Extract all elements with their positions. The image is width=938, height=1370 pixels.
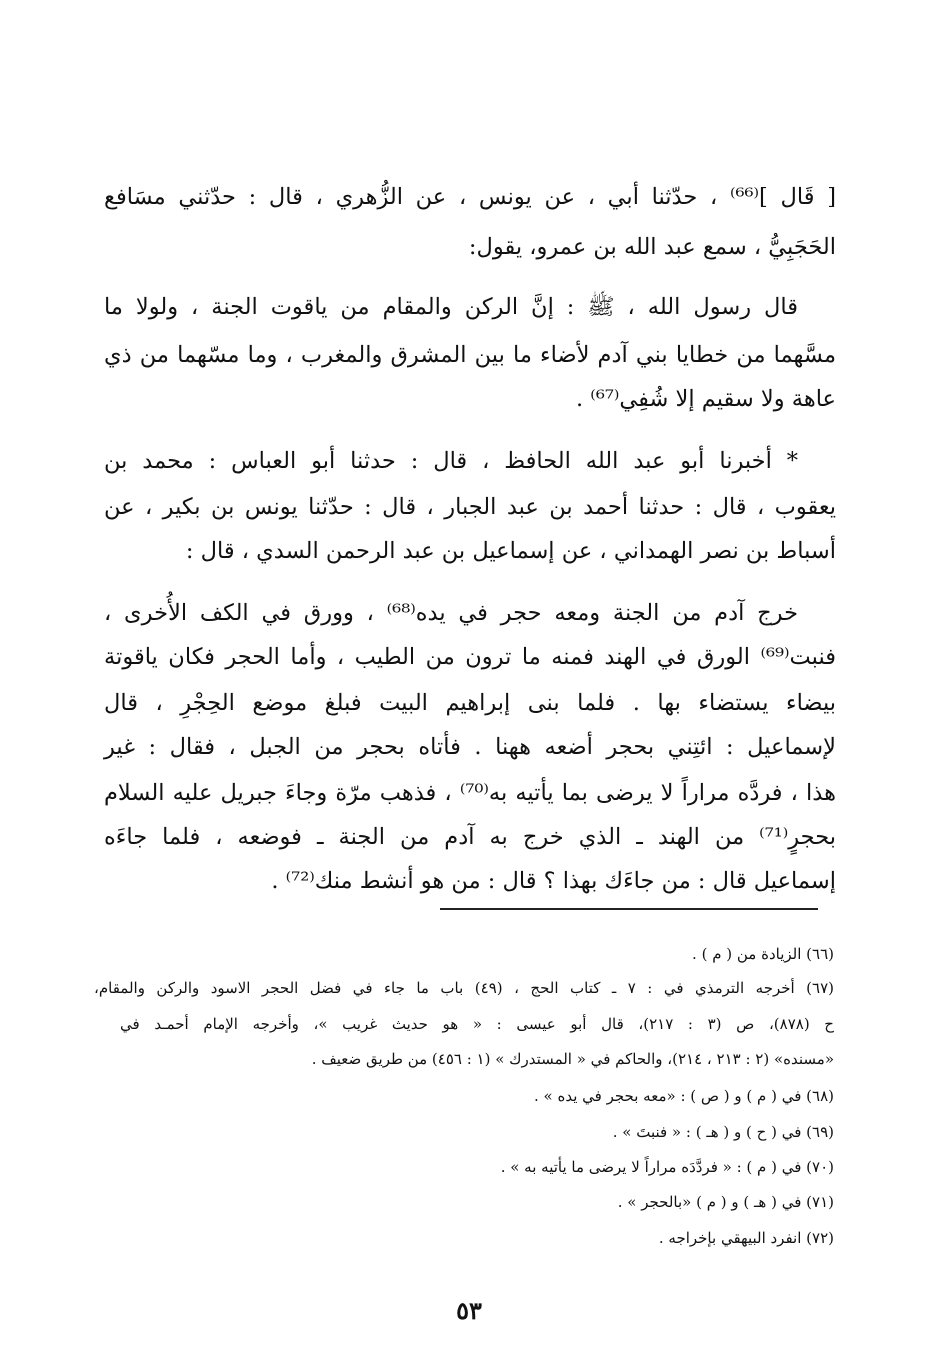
- body-line-5: عاهة ولا سقيم إلا شُفِي⁽⁶⁷⁾ .: [575, 386, 836, 412]
- footnote-66: (٦٦) الزيادة من ( م ) .: [692, 945, 834, 963]
- footnote-70: (٧٠) في ( م ) : « فردَّدَه مراراً لا يرضى ما يأتيه به » .: [500, 1158, 834, 1176]
- footnote-72: (٧٢) انفرد البيهقي بإخراجه .: [658, 1229, 834, 1247]
- footnote-69: (٦٩) في ( ح ) و ( هـ ) : « فنبتَ » .: [612, 1123, 834, 1141]
- body-line-11: بيضاء يستضاء بها . فلما بنى إبراهيم البيت فبلغ موضع الحِجْرِ ، قال: [104, 690, 836, 716]
- footnote-68: (٦٨) في ( م ) و ( ص ) : «معه بحجر في يده » .: [534, 1087, 834, 1105]
- body-line-1: [ قَال ]⁽⁶⁶⁾ ، حدّثنا أبي ، عن يونس ، عن الزُّهري ، قال : حدّثني مسَافع: [104, 184, 836, 210]
- body-line-2: الحَجَبِيُّ ، سمع عبد الله بن عمرو، يقول:: [468, 234, 836, 260]
- body-line-13: هذا ، فردَّه مراراً لا يرضى بما يأتيه به⁽⁷⁰⁾ ، فذهب مرّة وجاءَ جبريل عليه السلام: [104, 780, 836, 806]
- footnote-67-line-2: ح (٨٧٨)، ص (٣ : ٢١٧)، قال أبو عيسى : « هو حديث غريب »، وأخرجه الإمام أحمـد في: [120, 1015, 834, 1033]
- body-line-8: أسباط بن نصر الهمداني ، عن إسماعيل بن عبد الرحمن السدي ، قال :: [185, 538, 836, 564]
- footnote-67-line-3: «مسنده» (٢ : ٢١٣ ، ٢١٤)، والحاكم في « المستدرك » (١ : ٤٥٦) من طريق ضعيف .: [311, 1050, 834, 1068]
- body-line-9: خرج آدم من الجنة ومعه حجر في يده⁽⁶⁸⁾ ، وورق في الكف الأُخرى ،: [104, 600, 798, 626]
- body-line-12: لإسماعيل : ائتِني بحجر أضعه ههنا . فأتاه بحجر من الجبل ، فقال : غير: [104, 734, 836, 760]
- footnote-67-line-1: (٦٧) أخرجه الترمذي في : ٧ ـ كتاب الحج ، (٤٩) باب ما جاء في فضل الحجر الاسود والركن والمقام،: [94, 979, 834, 997]
- footnote-separator: [440, 908, 818, 910]
- body-line-7: يعقوب ، قال : حدثنا أحمد بن عبد الجبار ، قال : حدّثنا يونس بن بكير ، عن: [104, 494, 836, 520]
- page-number: ٥٣: [456, 1296, 482, 1325]
- body-line-6: * أخبرنا أبو عبد الله الحافظ ، قال : حدثنا أبو العباس : محمد بن: [104, 448, 798, 474]
- body-line-14: بحجرٍ⁽⁷¹⁾ من الهند ـ الذي خرج به آدم من الجنة ـ فوضعه ، فلما جاءَه: [104, 824, 836, 850]
- body-line-15: إسماعيل قال : من جاءَك بهذا ؟ قال : من هو أنشط منك⁽⁷²⁾ .: [271, 868, 836, 894]
- body-line-10: فنبت⁽⁶⁹⁾ الورق في الهند فمنه ما ترون من الطيب ، وأما الحجر فكان ياقوتة: [104, 644, 836, 670]
- footnote-71: (٧١) في ( هـ ) و ( م ) «بالحجر » .: [617, 1193, 834, 1211]
- body-line-3: قال رسول الله ، ﷺ : إنَّ الركن والمقام من ياقوت الجنة ، ولولا ما: [104, 294, 798, 320]
- body-line-4: مسَّهما من خطايا بني آدم لأضاء ما بين المشرق والمغرب ، وما مسّهما من ذي: [104, 342, 836, 368]
